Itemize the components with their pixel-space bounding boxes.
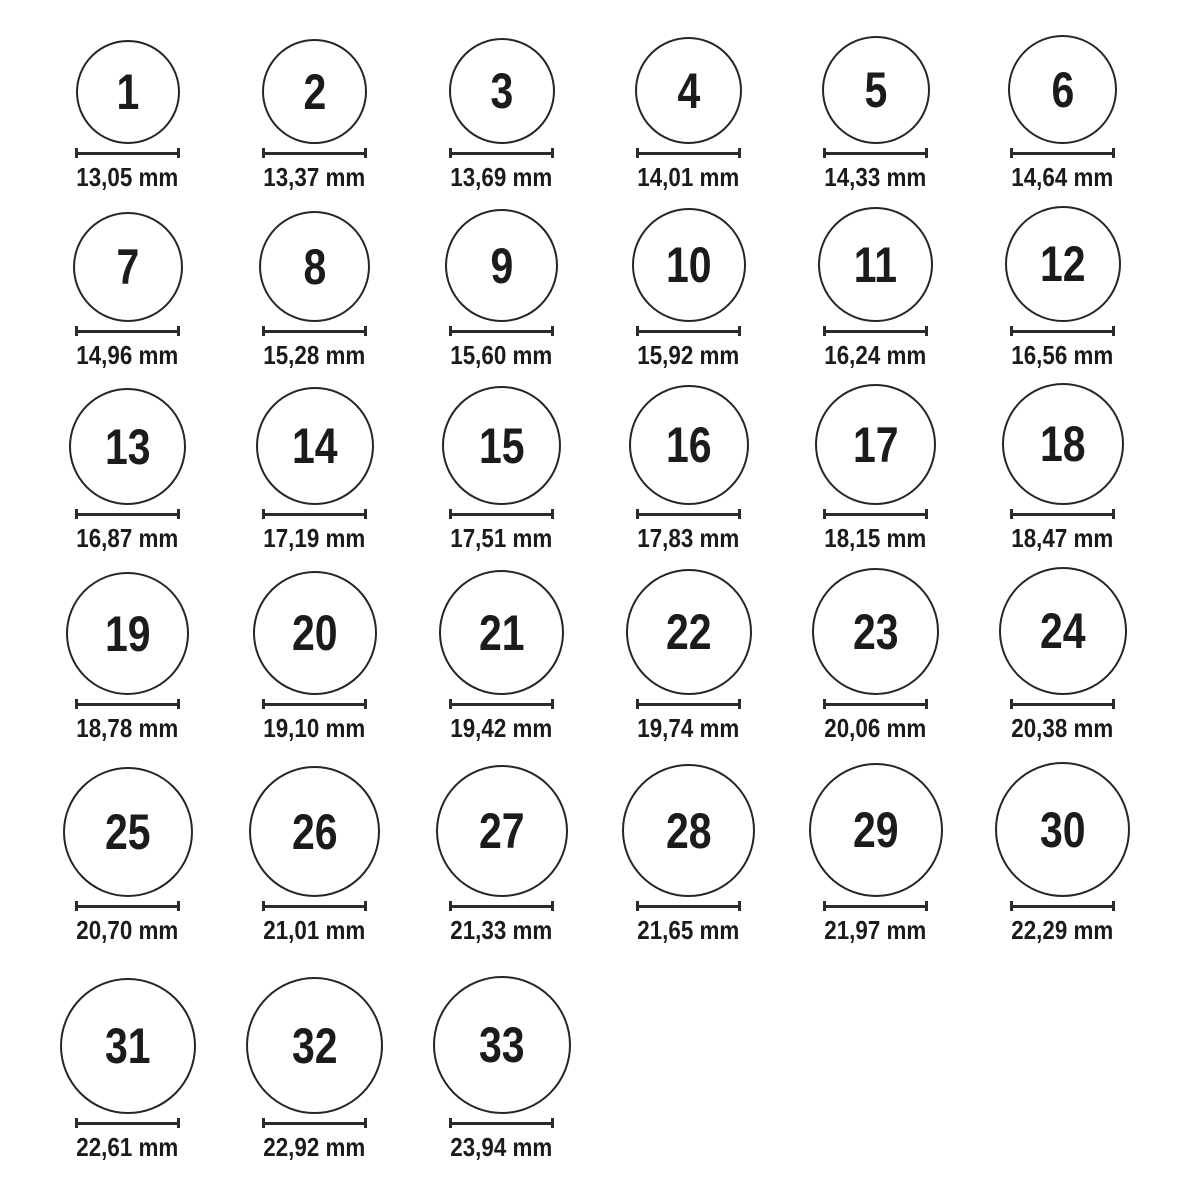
ring-size-item	[969, 0, 1156, 190]
ring-size-item	[408, 368, 595, 551]
diameter-measure-line	[262, 148, 367, 158]
diameter-label-text: 17,51 mm	[450, 523, 553, 553]
diameter-label-text: 13,69 mm	[450, 162, 553, 192]
ring-size-item	[34, 943, 221, 1160]
ring-size-number: 30	[1039, 801, 1086, 858]
ring-size-number: 14	[291, 418, 338, 474]
ring-circle	[995, 762, 1130, 897]
ring-circle	[635, 37, 742, 144]
chart-row	[34, 943, 1200, 1160]
diameter-label	[68, 525, 187, 551]
diameter-label	[442, 164, 561, 190]
diameter-label	[629, 525, 748, 551]
ring-circle	[69, 388, 186, 505]
diameter-measure-line	[262, 699, 367, 709]
diameter-label	[816, 917, 935, 943]
diameter-measure-line	[636, 699, 741, 709]
ring-size-item	[34, 190, 221, 368]
diameter-measure-line	[823, 148, 928, 158]
diameter-label-text: 20,38 mm	[1011, 713, 1114, 743]
chart-row	[34, 741, 1200, 943]
ring-size-number: 24	[1039, 603, 1086, 659]
diameter-measure-line	[449, 699, 554, 709]
ring-circle	[1008, 35, 1117, 144]
ring-size-item	[221, 368, 408, 551]
diameter-label	[442, 917, 561, 943]
ring-size-number: 32	[291, 1017, 338, 1074]
diameter-measure-line	[636, 901, 741, 911]
ring-circle	[60, 978, 196, 1114]
ring-size-item	[408, 190, 595, 368]
ring-size-item	[782, 190, 969, 368]
diameter-measure-line	[823, 509, 928, 519]
diameter-measure-line	[449, 1118, 554, 1128]
diameter-label	[629, 342, 748, 368]
ring-size-item	[34, 741, 221, 943]
diameter-label-text: 21,33 mm	[450, 915, 553, 945]
diameter-measure-line	[823, 699, 928, 709]
ring-size-item	[782, 368, 969, 551]
ring-size-number: 28	[665, 802, 712, 859]
diameter-measure-line	[1010, 901, 1115, 911]
ring-circle	[626, 569, 752, 695]
diameter-label-text: 13,37 mm	[263, 162, 366, 192]
ring-size-number: 1	[116, 64, 139, 120]
ring-circle	[812, 568, 939, 695]
ring-circle	[822, 36, 930, 144]
diameter-measure-line	[449, 148, 554, 158]
diameter-label	[442, 715, 561, 741]
ring-size-number: 16	[665, 417, 712, 473]
diameter-label	[629, 164, 748, 190]
ring-size-item	[969, 368, 1156, 551]
ring-size-number: 25	[104, 804, 151, 860]
diameter-label-text: 19,74 mm	[637, 713, 740, 743]
diameter-measure-line	[823, 901, 928, 911]
ring-circle	[439, 570, 564, 695]
diameter-label-text: 17,83 mm	[637, 523, 740, 553]
ring-size-item	[595, 741, 782, 943]
diameter-label	[442, 525, 561, 551]
ring-size-number: 4	[677, 62, 700, 119]
diameter-label-text: 15,60 mm	[450, 340, 553, 370]
diameter-measure-line	[262, 901, 367, 911]
ring-size-number: 12	[1039, 236, 1086, 292]
diameter-label	[1003, 917, 1122, 943]
diameter-measure-line	[1010, 148, 1115, 158]
diameter-label-text: 15,92 mm	[637, 340, 740, 370]
diameter-label	[255, 917, 374, 943]
diameter-label	[629, 917, 748, 943]
diameter-label-text: 20,70 mm	[76, 915, 179, 945]
diameter-label	[255, 1134, 374, 1160]
diameter-label	[68, 1134, 187, 1160]
diameter-label-text: 13,05 mm	[76, 162, 179, 192]
diameter-label	[68, 164, 187, 190]
ring-size-item	[782, 0, 969, 190]
ring-size-item	[34, 368, 221, 551]
chart-row	[34, 551, 1200, 741]
ring-circle	[73, 212, 183, 322]
ring-size-item	[221, 741, 408, 943]
diameter-label-text: 14,96 mm	[76, 340, 179, 370]
diameter-label-text: 18,47 mm	[1011, 523, 1114, 553]
diameter-measure-line	[449, 326, 554, 336]
diameter-label	[68, 917, 187, 943]
diameter-measure-line	[262, 509, 367, 519]
diameter-label	[816, 715, 935, 741]
diameter-measure-line	[636, 326, 741, 336]
diameter-measure-line	[1010, 326, 1115, 336]
diameter-measure-line	[449, 509, 554, 519]
ring-circle	[256, 387, 374, 505]
ring-size-number: 3	[490, 63, 513, 119]
ring-size-number: 20	[291, 605, 338, 661]
diameter-label	[255, 525, 374, 551]
ring-circle	[66, 572, 189, 695]
diameter-measure-line	[636, 509, 741, 519]
diameter-label	[816, 525, 935, 551]
chart-row	[34, 190, 1200, 368]
ring-size-item	[595, 368, 782, 551]
diameter-measure-line	[75, 901, 180, 911]
diameter-label-text: 23,94 mm	[450, 1132, 553, 1162]
diameter-label-text: 19,42 mm	[450, 713, 553, 743]
ring-size-item	[408, 551, 595, 741]
ring-size-number: 31	[104, 1018, 151, 1074]
diameter-label-text: 20,06 mm	[824, 713, 927, 743]
ring-circle	[442, 386, 561, 505]
diameter-label	[1003, 164, 1122, 190]
ring-size-item	[34, 0, 221, 190]
diameter-label	[68, 342, 187, 368]
ring-circle	[809, 763, 943, 897]
ring-size-item	[595, 190, 782, 368]
ring-size-number: 18	[1039, 416, 1086, 472]
diameter-label-text: 15,28 mm	[263, 340, 366, 370]
ring-circle	[76, 40, 180, 144]
ring-circle	[63, 767, 193, 897]
ring-circle	[445, 209, 558, 322]
diameter-label	[1003, 715, 1122, 741]
ring-size-number: 17	[852, 416, 899, 473]
ring-size-item	[595, 0, 782, 190]
ring-size-item	[969, 551, 1156, 741]
ring-size-item	[221, 943, 408, 1160]
ring-circle	[253, 571, 377, 695]
ring-size-item	[221, 551, 408, 741]
ring-circle	[246, 977, 383, 1114]
diameter-label	[1003, 342, 1122, 368]
ring-size-number: 26	[291, 803, 338, 860]
ring-circle	[622, 764, 755, 897]
diameter-measure-line	[262, 326, 367, 336]
diameter-label-text: 22,29 mm	[1011, 915, 1114, 945]
ring-size-item	[408, 741, 595, 943]
ring-circle	[1002, 383, 1124, 505]
diameter-label-text: 19,10 mm	[263, 713, 366, 743]
ring-circle	[818, 207, 933, 322]
diameter-label-text: 18,15 mm	[824, 523, 927, 553]
diameter-label-text: 16,56 mm	[1011, 340, 1114, 370]
diameter-label-text: 22,61 mm	[76, 1132, 179, 1162]
ring-size-number: 5	[864, 62, 887, 118]
ring-size-number: 19	[104, 605, 151, 662]
ring-size-item	[34, 551, 221, 741]
ring-circle	[259, 211, 370, 322]
ring-size-number: 8	[303, 238, 326, 295]
diameter-label-text: 14,33 mm	[824, 162, 927, 192]
diameter-measure-line	[636, 148, 741, 158]
diameter-label-text: 21,97 mm	[824, 915, 927, 945]
ring-circle	[449, 38, 555, 144]
diameter-label-text: 14,64 mm	[1011, 162, 1114, 192]
ring-size-number: 15	[478, 417, 525, 474]
ring-size-item	[408, 0, 595, 190]
ring-size-number: 23	[852, 603, 899, 660]
diameter-measure-line	[75, 326, 180, 336]
diameter-label-text: 16,87 mm	[76, 523, 179, 553]
ring-size-number: 7	[116, 239, 139, 295]
ring-circle	[249, 766, 380, 897]
diameter-label	[442, 342, 561, 368]
diameter-label-text: 17,19 mm	[263, 523, 366, 553]
diameter-label	[442, 1134, 561, 1160]
ring-circle	[1005, 206, 1121, 322]
ring-size-number: 22	[665, 604, 712, 660]
ring-size-number: 10	[665, 237, 712, 293]
diameter-label	[68, 715, 187, 741]
diameter-measure-line	[75, 509, 180, 519]
diameter-label-text: 18,78 mm	[76, 713, 179, 743]
diameter-measure-line	[1010, 509, 1115, 519]
ring-size-item	[782, 741, 969, 943]
ring-size-number: 9	[490, 237, 513, 294]
diameter-measure-line	[449, 901, 554, 911]
diameter-label-text: 22,92 mm	[263, 1132, 366, 1162]
ring-size-item	[408, 943, 595, 1160]
diameter-label	[816, 164, 935, 190]
ring-size-item	[969, 190, 1156, 368]
chart-row	[34, 368, 1200, 551]
ring-circle	[815, 384, 936, 505]
diameter-label-text: 14,01 mm	[637, 162, 740, 192]
ring-size-number: 21	[478, 604, 525, 661]
diameter-label-text: 16,24 mm	[824, 340, 927, 370]
ring-size-item	[969, 741, 1156, 943]
ring-circle	[999, 567, 1127, 695]
diameter-measure-line	[75, 148, 180, 158]
ring-size-number: 13	[104, 418, 151, 475]
ring-size-number: 11	[853, 236, 898, 293]
ring-size-number: 6	[1051, 61, 1074, 118]
ring-size-number: 2	[303, 63, 326, 120]
ring-size-number: 27	[478, 803, 525, 859]
diameter-label	[629, 715, 748, 741]
chart-row	[34, 0, 1200, 190]
ring-size-item	[221, 190, 408, 368]
ring-circle	[436, 765, 568, 897]
diameter-label-text: 21,65 mm	[637, 915, 740, 945]
ring-circle	[629, 385, 749, 505]
ring-size-number: 33	[478, 1017, 525, 1073]
diameter-measure-line	[262, 1118, 367, 1128]
diameter-measure-line	[1010, 699, 1115, 709]
ring-circle	[433, 976, 571, 1114]
diameter-measure-line	[75, 1118, 180, 1128]
ring-size-item	[782, 551, 969, 741]
diameter-label	[816, 342, 935, 368]
diameter-label	[255, 342, 374, 368]
ring-size-item	[221, 0, 408, 190]
diameter-label	[1003, 525, 1122, 551]
diameter-measure-line	[75, 699, 180, 709]
diameter-measure-line	[823, 326, 928, 336]
ring-circle	[632, 208, 746, 322]
diameter-label-text: 21,01 mm	[263, 915, 366, 945]
ring-size-item	[595, 551, 782, 741]
ring-circle	[262, 39, 367, 144]
diameter-label	[255, 715, 374, 741]
ring-size-number: 29	[852, 802, 899, 858]
diameter-label	[255, 164, 374, 190]
